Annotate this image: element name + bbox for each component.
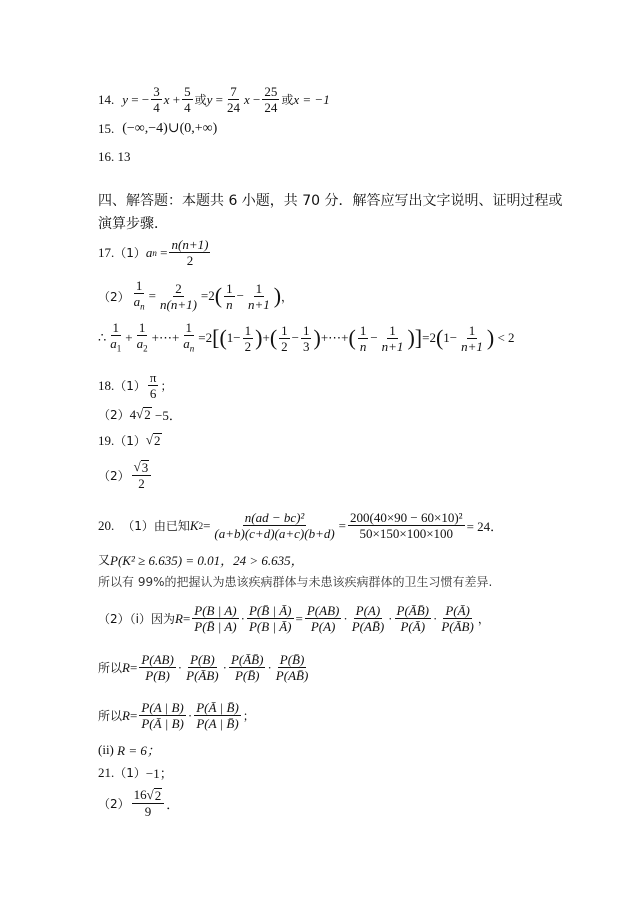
- answer-20-part2-ii: (ii) R = 6；: [98, 741, 160, 758]
- answer-21-part1: 21. （1） −1；: [98, 764, 173, 781]
- answer-20-part2-i: （2）（i）因为 R = $\frac{P(B | A)}{P(B̄ | A)}$ · $\frac{P(B̄ | Ā)}{P(B | Ā)}$ = $\frac{P(AB)}{P(A)}$ · $\frac{P(A)}{P(AB̄)}$ · $\frac{P(ĀB̄)}{P(Ā)}$ · $\frac{P(Ā)}{P(ĀB)}$ ，: [98, 603, 490, 634]
- fraction: $\frac{3}{4}$: [153, 84, 160, 115]
- answer-16: 16. 13: [98, 149, 131, 164]
- sqrt: √ 2: [136, 406, 151, 422]
- fraction: $\frac{25}{24}$: [264, 84, 278, 115]
- answer-19-part1: 19. （1） √ 2: [98, 432, 161, 448]
- answer-20-conclusion: 所以有 99%的把握认为患该疾病群体与未患该疾病群体的卫生习惯有差异.: [98, 575, 493, 589]
- answer-18-part1: 18. （1） $\frac{\pi}{6}$ ；: [98, 370, 173, 401]
- answer-20-part1: 20. （1）由已知 K 2 = $\frac{\text{n(ad − bc)²}}{(a+b)(c+d)(a+c)(b+d)}$ = $\frac{\text{200(40×90 − 60×10)²}}{50\times 150\times 100\times 100}$ = 24．: [98, 510, 504, 541]
- answer-17-part2: （2） $\frac{1}{a_n}$ = $\frac{2}{n(n+1)}$ = 2 ( $\frac{1}{n}$ − $\frac{1}{n+1}$ ) ，: [98, 278, 293, 315]
- fraction: $\frac{1}{a_n}$: [133, 278, 145, 312]
- fraction: $\frac{\text{200(40×90 − 60×10)²}}{50\times 150\times 100\times 100}$: [350, 510, 463, 541]
- answer-17-sum: ∴ $\frac{1}{a_1}$ + $\frac{1}{a_2}$ +⋯+ $\frac{1}{a_n}$ = 2 [ ( 1 − $\frac{1}{2}$ ) + ( $\frac{1}{2}$ − $\frac{1}{3}$ ) +⋯+ ( $\frac{1}{n}$ − $\frac{1}{n+1}$ ) ] = 2 ( 1 − $\frac{1}{n+1}$ ) < 2: [98, 320, 515, 354]
- answer-15: 15. (−∞,−4)∪(0,+∞): [98, 120, 218, 136]
- fraction: $\frac{2}{n(n+1)}$: [159, 280, 197, 312]
- fraction: $\frac{5}{4}$: [184, 84, 191, 115]
- answer-19-part2: （2） √ 3 2: [98, 459, 153, 491]
- fraction: $\frac{\text{n(ad − bc)²}}{(a+b)(c+d)(a+c)(b+d)}$: [214, 510, 335, 541]
- answer-21-part2: （2） 16 √ 2 9 ．: [98, 787, 180, 819]
- question-number: 15.: [98, 120, 115, 136]
- answer-18-part2: （2） 4 √ 2 −5．: [98, 406, 182, 423]
- fraction: $\frac{7}{24}$: [226, 84, 240, 115]
- answer-14: 14. y = − $\frac{3}{4}$ x + $\frac{5}{4}$ 或 y = $\frac{7}{24}$ x − $\frac{25}{24}$ 或 x = −1: [98, 84, 330, 115]
- answer-20-so-r2: 所以 R = $\frac{P(A | B)}{P(Ā | B)}$ · $\frac{P(Ā | B̄)}{P(A | B̄)}$ ；: [98, 700, 255, 731]
- fraction: $\frac{1}{n}$: [226, 280, 233, 312]
- answer-20-pvalue: 又 P(K² ≥ 6.635) = 0.01，24 > 6.635，: [98, 553, 304, 568]
- fraction: 16 √ 2 9: [132, 787, 165, 819]
- fraction: $\frac{\pi}{6}$: [149, 370, 157, 401]
- fraction: $\frac{n(n+1)}{2}$: [171, 237, 209, 268]
- sqrt: √ 2: [145, 432, 161, 448]
- fraction: √ 3 2: [132, 459, 152, 491]
- question-number: 14.: [98, 91, 115, 107]
- fraction: $\frac{1}{n+1}$: [247, 280, 270, 312]
- section-heading: 四、解答题：本题共 6 小题，共 70 分．解答应写出文字说明、证明过程或演算步骤．: [98, 193, 563, 232]
- answer-20-so-r1: 所以 R = $\frac{P(AB)}{P(B)}$ · $\frac{P(B)}{P(ĀB)}$ · $\frac{P(ĀB̄)}{P(B̄)}$ · $\frac{P(B̄)}{P(AB̄)}$: [98, 652, 309, 683]
- answer-17-part1: 17. （1） a n = $\frac{n(n+1)}{2}$: [98, 237, 209, 268]
